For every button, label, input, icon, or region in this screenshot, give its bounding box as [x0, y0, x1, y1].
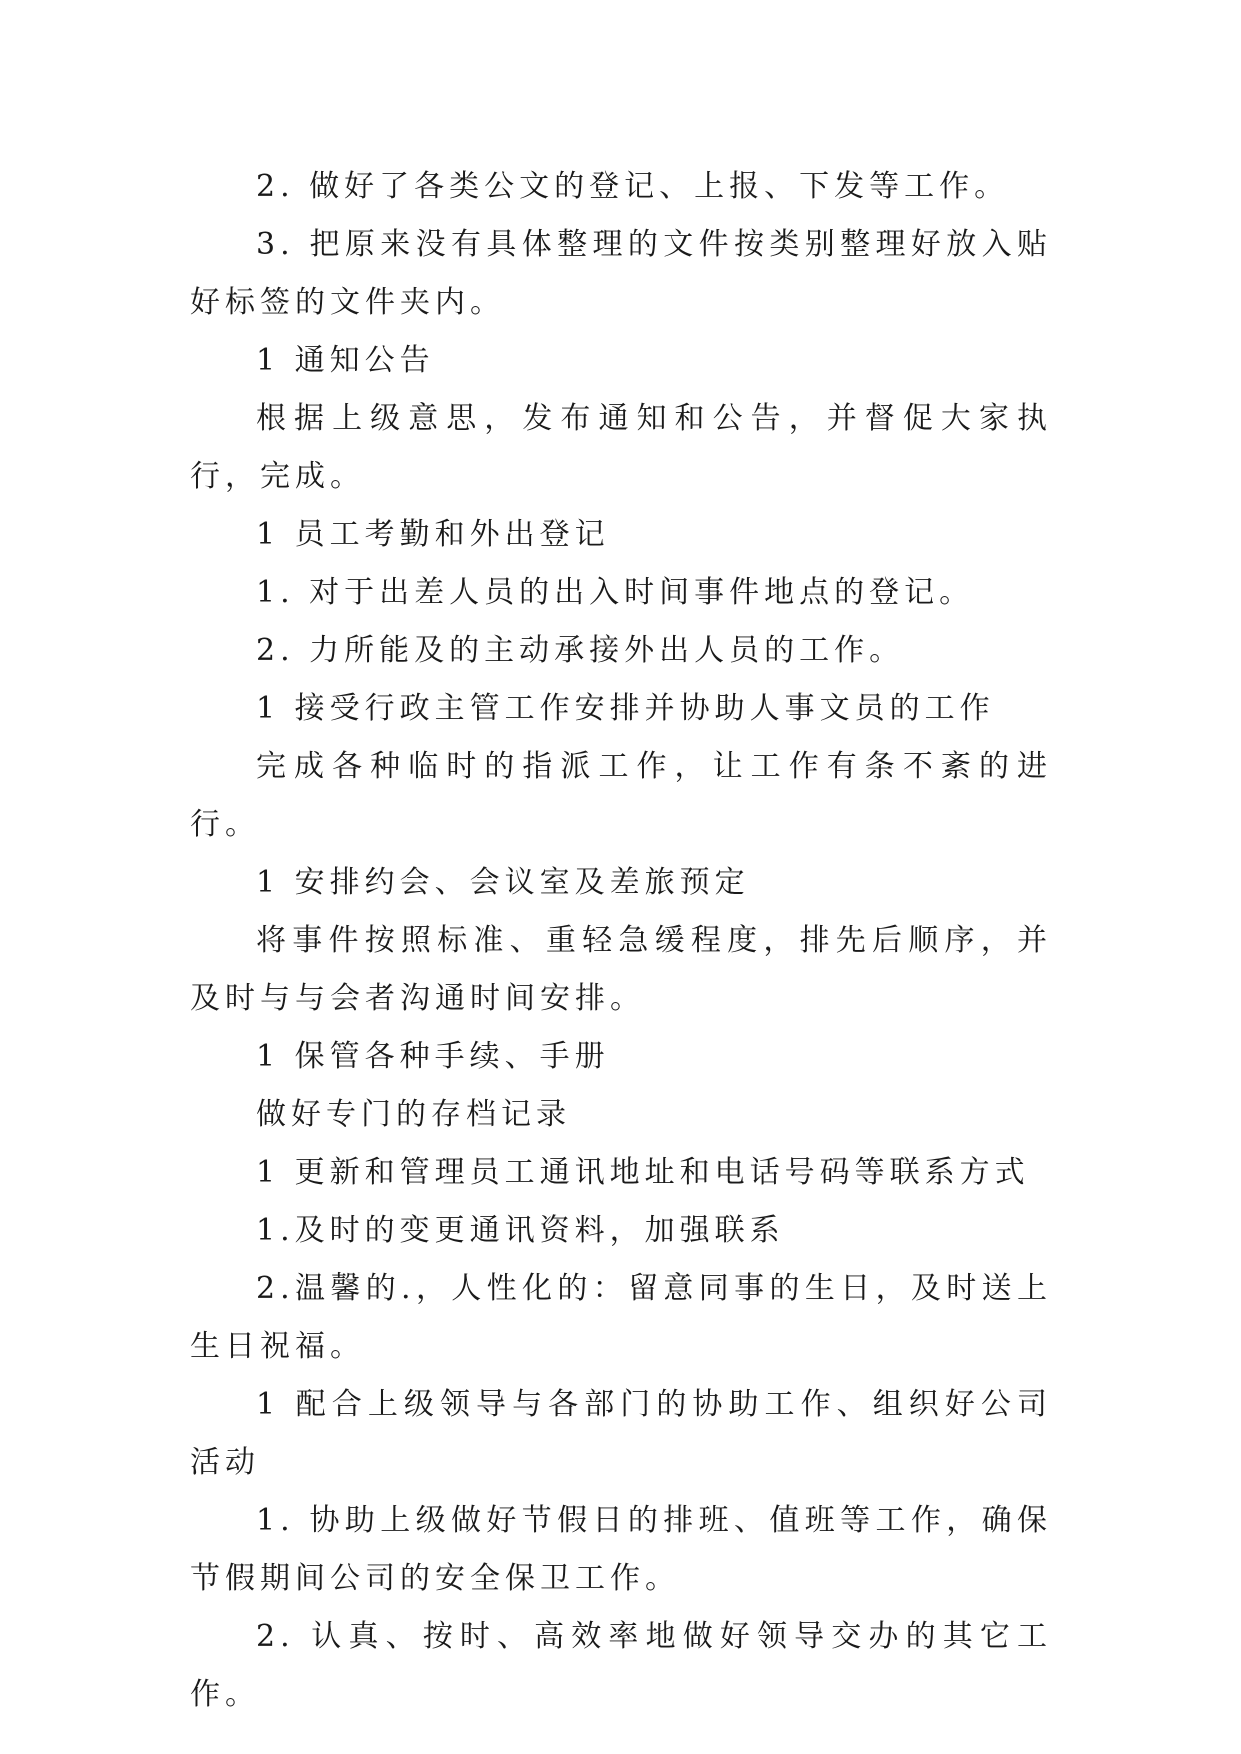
paragraph: 3. 把原来没有具体整理的文件按类别整理好放入贴好标签的文件夹内。: [190, 227, 1052, 320]
paragraph: 2. 认真、按时、高效率地做好领导交办的其它工作。: [190, 1619, 1052, 1712]
paragraph: 做好专门的存档记录: [256, 1097, 571, 1132]
paragraph: 1 通知公告: [256, 343, 435, 378]
paragraph: 将事件按照标准、重轻急缓程度，排先后顺序，并及时与与会者沟通时间安排。: [190, 923, 1052, 1016]
paragraph: 根据上级意思，发布通知和公告，并督促大家执行，完成。: [190, 401, 1052, 494]
paragraph: 1 更新和管理员工通讯地址和电话号码等联系方式: [256, 1155, 1030, 1190]
paragraph: 2. 力所能及的主动承接外出人员的工作。: [256, 633, 905, 668]
paragraph: 1 员工考勤和外出登记: [256, 517, 610, 552]
document-page: [190, 158, 1052, 1724]
paragraph: 1 安排约会、会议室及差旅预定: [256, 865, 750, 900]
paragraph: 1 保管各种手续、手册: [256, 1039, 610, 1074]
paragraph: 1. 协助上级做好节假日的排班、值班等工作，确保节假期间公司的安全保卫工作。: [190, 1503, 1052, 1596]
paragraph: 1. 对于出差人员的出入时间事件地点的登记。: [256, 575, 975, 610]
paragraph: 2. 做好了各类公文的登记、上报、下发等工作。: [256, 169, 1010, 204]
paragraph: 2.温馨的.，人性化的：留意同事的生日，及时送上生日祝福。: [190, 1271, 1052, 1364]
paragraph: 1 接受行政主管工作安排并协助人事文员的工作: [256, 691, 995, 726]
paragraph: 1.及时的变更通讯资料，加强联系: [256, 1213, 785, 1248]
paragraph: 完成各种临时的指派工作，让工作有条不紊的进行。: [190, 749, 1052, 842]
paragraph: 1 配合上级领导与各部门的协助工作、组织好公司活动: [190, 1387, 1052, 1480]
